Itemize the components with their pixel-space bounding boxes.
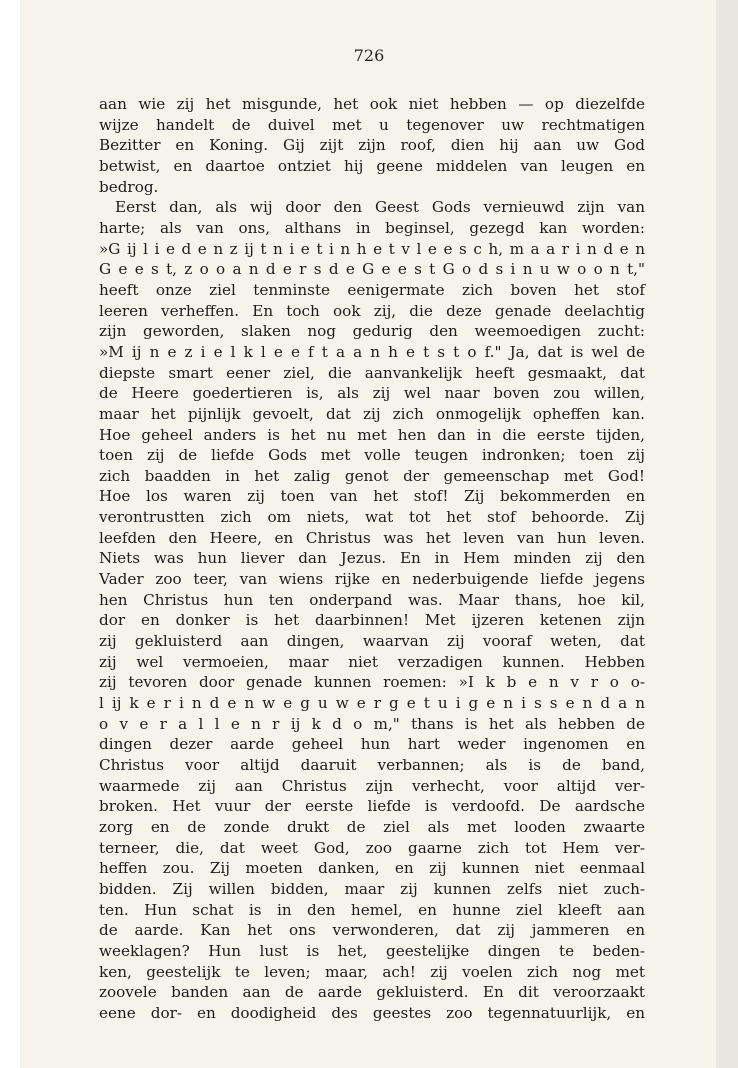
text-line: Niets was hun liever dan Jezus. En in Hem minden zij den — [99, 549, 645, 568]
text-line: Eerst dan, als wij door den Geest Gods vernieuwd zijn van — [115, 198, 645, 217]
text-line: Vader zoo teer, van wiens rijke en nederbuigende liefde jegens — [99, 570, 645, 589]
text-line: waarmede zij aan Christus zijn verhecht, voor altijd ver- — [99, 776, 645, 795]
page-number: 726 — [353, 46, 385, 65]
text-line: »M ij n e z i e l k l e e f t a a n h e t s t o f." Ja, dat is wel de — [99, 342, 645, 361]
text-line: zij tevoren door genade kunnen roemen: »I k b e n v r o o- — [99, 673, 645, 692]
text-line: o v e r a l l e n r ij k d o m," thans is het als hebben de — [99, 714, 645, 733]
text-line: ken, geestelijk te leven; maar, ach! zij voelen zich nog met — [99, 962, 645, 981]
text-line: bedrog. — [99, 177, 159, 196]
text-line: diepste smart eener ziel, die aanvankelijk heeft gesmaakt, dat — [99, 363, 645, 382]
text-line: ten. Hun schat is in den hemel, en hunne ziel kleeft aan — [99, 900, 645, 919]
text-line: l ij k e r i n d e n w e g u w e r g e t u i g e n i s s e n d a n — [99, 694, 645, 713]
text-line: Hoe geheel anders is het nu met hen dan in die eerste tijden, — [99, 425, 645, 444]
text-line: zij wel vermoeien, maar niet verzadigen kunnen. Hebben — [99, 652, 645, 671]
text-line: leeren verheffen. En toch ook zij, die deze genade deelachtig — [99, 301, 645, 320]
body-text — [99, 94, 645, 1024]
text-line: dor en donker is het daarbinnen! Met ijzeren ketenen zijn — [99, 611, 645, 630]
text-line: de aarde. Kan het ons verwonderen, dat zij jammeren en — [99, 921, 645, 940]
text-line: G e e s t, z o o a n d e r s d e G e e s t G o d s i n u w o o n t," — [99, 260, 645, 279]
text-line: Hoe los waren zij toen van het stof! Zij bekommerden en — [99, 487, 645, 506]
text-line: zoovele banden aan de aarde gekluisterd. En dit veroorzaakt — [99, 983, 645, 1002]
text-line: dingen dezer aarde geheel hun hart weder ingenomen en — [99, 735, 645, 754]
text-line: »G ij l i e d e n z ij t n i e t i n h e t v l e e s c h, m a a r i n d e n — [99, 239, 645, 258]
text-line: zich baadden in het zalig genot der gemeenschap met God! — [99, 466, 645, 485]
text-line: Bezitter en Koning. Gij zijt zijn roof, dien hij aan uw God — [99, 136, 645, 155]
text-line: zijn geworden, slaken nog gedurig den weemoedigen zucht: — [99, 322, 645, 341]
text-line: maar het pijnlijk gevoelt, dat zij zich onmogelijk opheffen kan. — [99, 404, 645, 423]
text-line: heffen zou. Zij moeten danken, en zij kunnen niet eenmaal — [99, 859, 645, 878]
text-line: heeft onze ziel tenminste eenigermate zich boven het stof — [99, 280, 645, 299]
text-line: betwist, en daartoe ontziet hij geene middelen van leugen en — [99, 156, 645, 175]
text-line: broken. Het vuur der eerste liefde is verdoofd. De aardsche — [99, 797, 645, 816]
text-line: Christus voor altijd daaruit verbannen; als is de band, — [99, 756, 645, 774]
text-line: bidden. Zij willen bidden, maar zij kunnen zelfs niet zuch- — [99, 879, 645, 898]
text-line: verontrustten zich om niets, wat tot het stof behoorde. Zij — [99, 508, 645, 527]
text-line: de Heere goedertieren is, als zij wel naar boven zou willen, — [99, 384, 645, 403]
text-line: wijze handelt de duivel met u tegenover uw rechtmatigen — [99, 115, 645, 134]
text-line: hen Christus hun ten onderpand was. Maar thans, hoe kil, — [99, 590, 645, 609]
text-line: aan wie zij het misgunde, het ook niet hebben — op diezelfde — [99, 95, 645, 113]
text-line: toen zij de liefde Gods met volle teugen indronken; toen zij — [99, 446, 645, 465]
text-line: eene dor- en doodigheid des geestes zoo tegennatuurlijk, en — [99, 1003, 645, 1022]
text-line: zij gekluisterd aan dingen, waarvan zij vooraf weten, dat — [99, 632, 645, 651]
text-line: terneer, die, dat weet God, zoo gaarne zich tot Hem ver- — [99, 838, 645, 857]
text-line: leefden den Heere, en Christus was het leven van hun leven. — [99, 528, 645, 547]
text-line: zorg en de zonde drukt de ziel als met looden zwaarte — [99, 817, 645, 836]
text-line: harte; als van ons, althans in beginsel, gezegd kan worden: — [99, 218, 645, 237]
text-line: weeklagen? Hun lust is het, geestelijke dingen te beden- — [99, 941, 645, 960]
page-edge — [716, 0, 738, 1068]
